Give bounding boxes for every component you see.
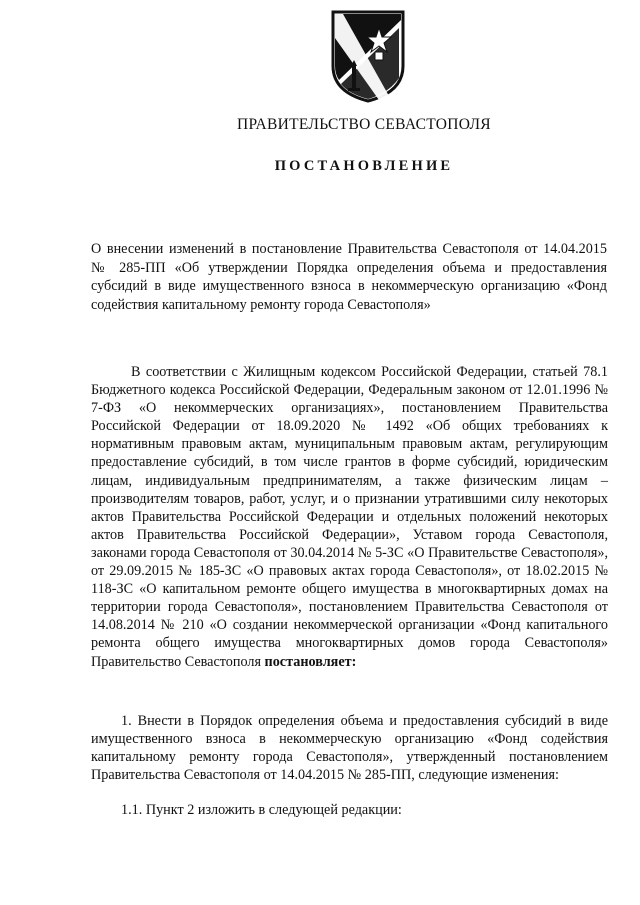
document-subject: О внесении изменений в постановление Правительства Севастополя от 14.04.2015 № 285-ПП «Об утверждении Порядка определения объема и предоставления субсидий в виде имущественного взноса в некоммерческую организацию «Фонд содействия капитальному ремонту города Севастополя»: [91, 241, 607, 313]
clause-1-text: 1. Внести в Порядок определения объема и предоставления субсидий в виде имущественного взноса в некоммерческую организацию «Фонд содействия капитальному ремонту города Севастополя», утвержденный постановлением Правительства Севастополя от 14.04.2015 № 285-ПП, следующие изменения:: [91, 713, 608, 784]
clause-1-paragraph: [91, 712, 608, 784]
clause-1-1-text: 1.1. Пункт 2 изложить в следующей редакции:: [121, 802, 402, 818]
preamble-text: В соответствии с Жилищным кодексом Российской Федерации, статьей 78.1 Бюджетного кодекса Российской Федерации, Федеральным законом от 12.01.1996 № 7-ФЗ «О некоммерческих организациях», постановлением Правительства Российской Федерации от 18.09.2020 № 1492 «Об общих требованиях к нормативным правовым актам, муниципальным правовым актам, регулирующим предоставление субсидий, в том числе грантов в форме субсидий, юридическим лицам, индивидуальным предпринимателям, а также физическим лицам – производителям товаров, работ, услуг, и о признании утратившими силу некоторых актов Правительства Российской Федерации и отдельных положений некоторых актов Правительства Российской Федерации», Уставом города Севастополя, законами города Севастополя от 30.04.2014 № 5-ЗС «О Правительстве Севастополя», от 29.09.2015 № 185-ЗС «О правовых актах города Севастополя», от 18.02.2015 № 118-ЗС «О капитальном ремонте общего имущества в многоквартирных домах на территории города Севастополя», постановлением Правительства Севастополя от 14.08.2014 № 210 «О создании некоммерческой организации «Фонд капитального ремонта общего имущества многоквартирных домов города Севастополя» Правительство Севастополя: [91, 364, 608, 670]
preamble-paragraph: [91, 363, 608, 671]
resolves-keyword: постановляет:: [264, 653, 357, 670]
document-type-heading: ПОСТАНОВЛЕНИЕ: [274, 158, 454, 174]
government-title: ПРАВИТЕЛЬСТВО СЕВАСТОПОЛЯ: [237, 116, 491, 133]
clause-1-1-paragraph: [91, 801, 608, 819]
coat-of-arms-emblem: [329, 8, 407, 104]
